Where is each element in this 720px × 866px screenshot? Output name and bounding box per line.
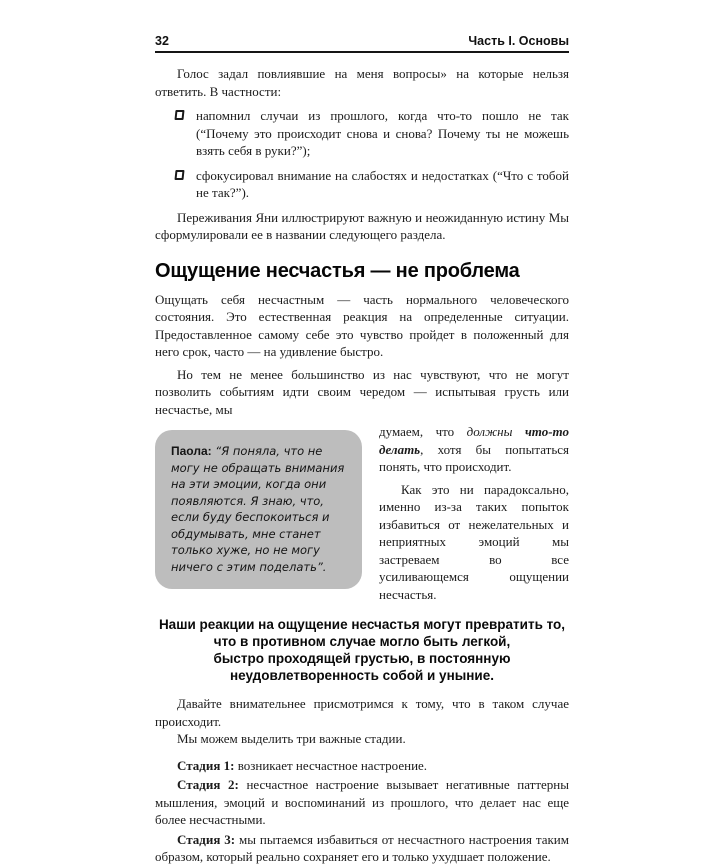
emphasized-text: что-то делать — [379, 424, 569, 457]
paragraph-text: , хотя бы попытаться понять, что происходит. — [379, 441, 569, 474]
section-paragraph-2-intro: Но тем не менее большинство из нас чувствуют, что не могут позволить событиям идти своим чередом — испытывая грусть или несчастье, мы — [155, 366, 569, 417]
intro-closing-paragraph: Переживания Яни иллюстрируют важную и неожиданную истину Мы сформулировали ее в названии следующего раздела. — [155, 209, 569, 242]
key-message-line: Наши реакции на ощущение несчастья могут превратить то, — [158, 617, 566, 632]
running-head — [155, 34, 569, 53]
stage-label: Стадия 2: — [177, 777, 239, 792]
stage-text: возникает несчастное настроение. — [234, 757, 428, 773]
section-paragraph-1: Ощущать себя несчастным — часть нормального человеческого состояния. Это естественная реакция на определенные ситуации. Предоставленное самому себе это чувство пройдет в положенный для него срок, часто — на удивление быстро. — [155, 291, 569, 359]
stage-text: несчастное настроение вызывает негативные паттерны мышления, эмоций и воспоминаний из прошлого, что делает нас еще более несчастными. — [155, 777, 569, 827]
key-message — [155, 616, 569, 684]
stage-text: мы пытаемся избавиться от несчастного настроения таким образом, который реально сохраняет его и только ухудшает положение. — [155, 831, 569, 864]
wrapped-text-column — [379, 423, 569, 603]
bullet-text: напомнил случаи из прошлого, когда что-то пошло не так (“Почему это происходит снова и снова? Почему ты не можешь взять себя в руки?”); — [196, 108, 569, 158]
part-title: Часть I. Основы — [468, 34, 569, 48]
checkbox-bullet-icon — [174, 110, 184, 120]
page-content — [155, 34, 569, 866]
bullet-text: сфокусировал внимание на слабостях и недостатках (“Что с тобой не так?”). — [196, 167, 569, 200]
callout-quote: “Я поняла, что не могу не обращать внимания на эти эмоции, когда они появляются. Я знаю, что, если буду беспокоиться и обдумывать, мне станет только хуже, но не могу ничего с этим поделать”. — [171, 444, 345, 574]
list-item — [175, 167, 569, 202]
stages-lead-in: Давайте внимательнее присмотримся к тому, что в таком случае происходит. — [155, 696, 569, 729]
stage-item — [155, 776, 569, 829]
callout-speaker: Паола: — [171, 444, 212, 458]
callout-wrap-region — [155, 423, 569, 603]
stage-item — [155, 831, 569, 866]
callout-quote-box — [155, 430, 362, 589]
section-paragraph-3: Как это ни парадоксально, именно из-за таких попыток избавиться от нежелательных и неприятных эмоций мы застреваем во все усиливающемся ощущении несчастья. — [379, 481, 569, 602]
intro-paragraph: Голос задал повлиявшие на меня вопросы» на которые нельзя ответить. В частности: — [155, 66, 569, 99]
bullet-list — [155, 107, 569, 202]
list-item — [175, 107, 569, 160]
paragraph-text: думаем, что — [379, 424, 467, 439]
stage-item — [155, 757, 569, 775]
stages-intro: Мы можем выделить три важные стадии. — [177, 731, 406, 746]
section-paragraph-2-continuation — [379, 423, 569, 476]
stage-label: Стадия 3: — [177, 831, 236, 847]
page-number: 32 — [155, 34, 169, 48]
emphasized-text: должны — [466, 424, 525, 439]
section-heading: Ощущение несчастья — не проблема — [155, 259, 520, 282]
stage-label: Стадия 1: — [177, 757, 235, 773]
key-message-line: что в противном случае могло быть легкой, — [213, 634, 511, 649]
checkbox-bullet-icon — [174, 170, 184, 180]
key-message-line: быстро проходящей грустью, в постоянную — [213, 651, 511, 666]
stages-list — [155, 757, 569, 866]
key-message-line: неудовлетворенность собой и уныние. — [230, 668, 494, 683]
